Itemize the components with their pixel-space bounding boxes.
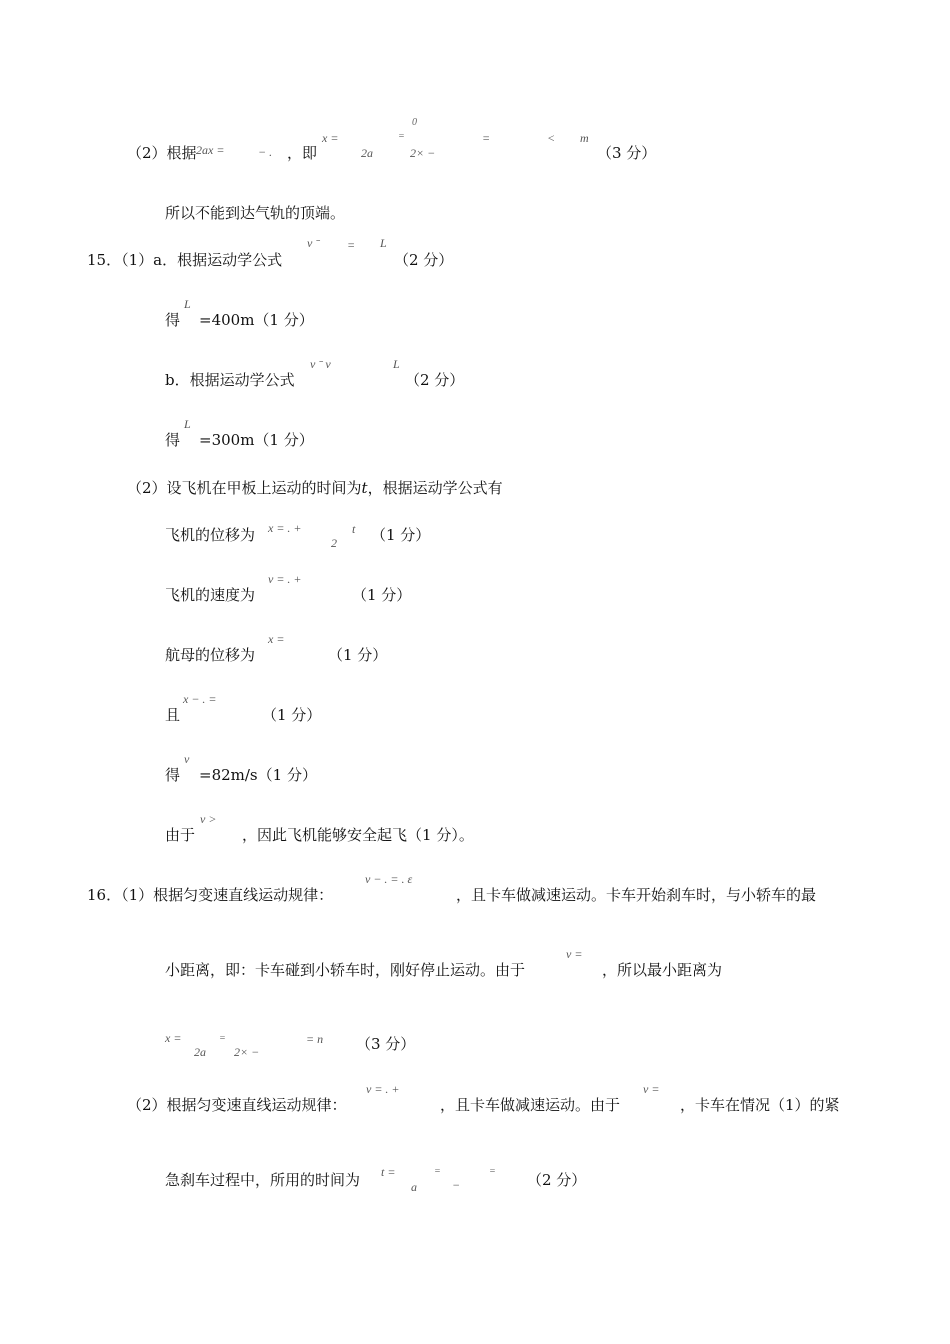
- answer-value: =300m（1 分）: [199, 431, 314, 449]
- formula-fragment: t: [352, 522, 356, 536]
- text-line: （2）根据匀变速直线运动规律：: [127, 1096, 347, 1114]
- text-line: 急刹车过程中，所用的时间为: [165, 1171, 361, 1189]
- formula-fragment: = n: [306, 1032, 324, 1046]
- formula-fragment: 2a: [194, 1045, 206, 1059]
- score-note: （1 分）: [328, 646, 388, 664]
- score-note: （2 分）: [394, 251, 454, 269]
- text-fragment: ，且卡车做减速运动。卡车开始刹车时，与小轿车的最: [456, 886, 817, 904]
- score-note: （1 分）: [371, 526, 431, 544]
- text-fragment: ，且卡车做减速运动。由于: [440, 1096, 621, 1114]
- formula-fragment: =: [219, 1033, 226, 1044]
- formula-fragment: 2a: [361, 146, 373, 160]
- text-line: 飞机的位移为: [165, 526, 256, 544]
- formula-fragment: x =: [165, 1031, 182, 1045]
- text-fragment: 且: [165, 706, 181, 724]
- text-line: （2）设飞机在甲板上运动的时间为t，根据运动学公式有: [127, 479, 503, 497]
- text-fragment: 得: [165, 431, 181, 449]
- text-fragment: 由于: [165, 826, 196, 844]
- text-fragment: 得: [165, 766, 181, 784]
- formula-fragment: =: [398, 131, 405, 142]
- text-line: 所以不能到达气轨的顶端。: [165, 204, 346, 222]
- formula-fragment: 2: [331, 536, 337, 550]
- formula-fragment: <: [547, 131, 556, 145]
- score-note: （2 分）: [527, 1171, 587, 1189]
- text-fragment: ，即: [287, 144, 318, 162]
- answer-value: =82m/s（1 分）: [199, 766, 317, 784]
- formula-fragment: 2ax =: [196, 143, 225, 157]
- formula-fragment: x − . =: [183, 692, 217, 706]
- formula-fragment: v >: [200, 812, 217, 826]
- formula-fragment: =: [347, 238, 356, 252]
- score-note: （3 分）: [597, 144, 657, 162]
- formula-fragment: x =: [322, 131, 339, 145]
- text-fragment: ，所以最小距离为: [602, 961, 723, 979]
- formula-fragment: −: [452, 1178, 461, 1192]
- formula-fragment: L: [184, 297, 191, 311]
- text-line: b．根据运动学公式: [165, 371, 295, 389]
- formula-fragment: 2× −: [410, 146, 436, 160]
- formula-fragment: t =: [381, 1165, 396, 1179]
- formula-fragment: v = . +: [366, 1082, 400, 1096]
- score-note: （1 分）: [352, 586, 412, 604]
- formula-fragment: v ˉ v: [310, 357, 331, 371]
- answer-value: =400m（1 分）: [199, 311, 314, 329]
- text-line: 航母的位移为: [165, 646, 256, 664]
- formula-fragment: m: [580, 131, 589, 145]
- formula-fragment: v =: [643, 1082, 660, 1096]
- formula-fragment: a: [411, 1180, 417, 1194]
- formula-fragment: x = . +: [268, 521, 302, 535]
- step-label: （2）根据: [127, 144, 197, 162]
- text-fragment: 得: [165, 311, 181, 329]
- text-line: [127, 143, 197, 163]
- formula-fragment: v =: [566, 947, 583, 961]
- score-note: （3 分）: [356, 1035, 416, 1053]
- formula-fragment: L: [393, 357, 400, 371]
- formula-fragment: L: [380, 236, 387, 250]
- formula-fragment: 2× −: [234, 1045, 260, 1059]
- score-note: （2 分）: [405, 371, 465, 389]
- text-fragment: ，卡车在情况（1）的紧: [680, 1096, 840, 1114]
- question-16-heading: 16．（1）根据匀变速直线运动规律：: [87, 886, 334, 904]
- formula-fragment: v: [184, 752, 190, 766]
- formula-fragment: =: [489, 1166, 496, 1177]
- formula-fragment: x =: [268, 632, 285, 646]
- formula-fragment: 0: [412, 117, 417, 128]
- question-15-heading: 15．（1）a．根据运动学公式: [87, 251, 283, 269]
- formula-fragment: v − . = . ε: [365, 872, 413, 886]
- score-note: （1 分）: [262, 706, 322, 724]
- formula-fragment: v ˉ: [307, 236, 320, 250]
- formula-fragment: − .: [258, 145, 273, 159]
- formula-fragment: =: [434, 1166, 441, 1177]
- text-line: 飞机的速度为: [165, 586, 256, 604]
- formula-fragment: =: [482, 131, 491, 145]
- text-line: 小距离，即：卡车碰到小轿车时，刚好停止运动。由于: [165, 961, 526, 979]
- formula-fragment: L: [184, 417, 191, 431]
- formula-fragment: v = . +: [268, 572, 302, 586]
- conclusion: ，因此飞机能够安全起飞（1 分）。: [242, 826, 474, 844]
